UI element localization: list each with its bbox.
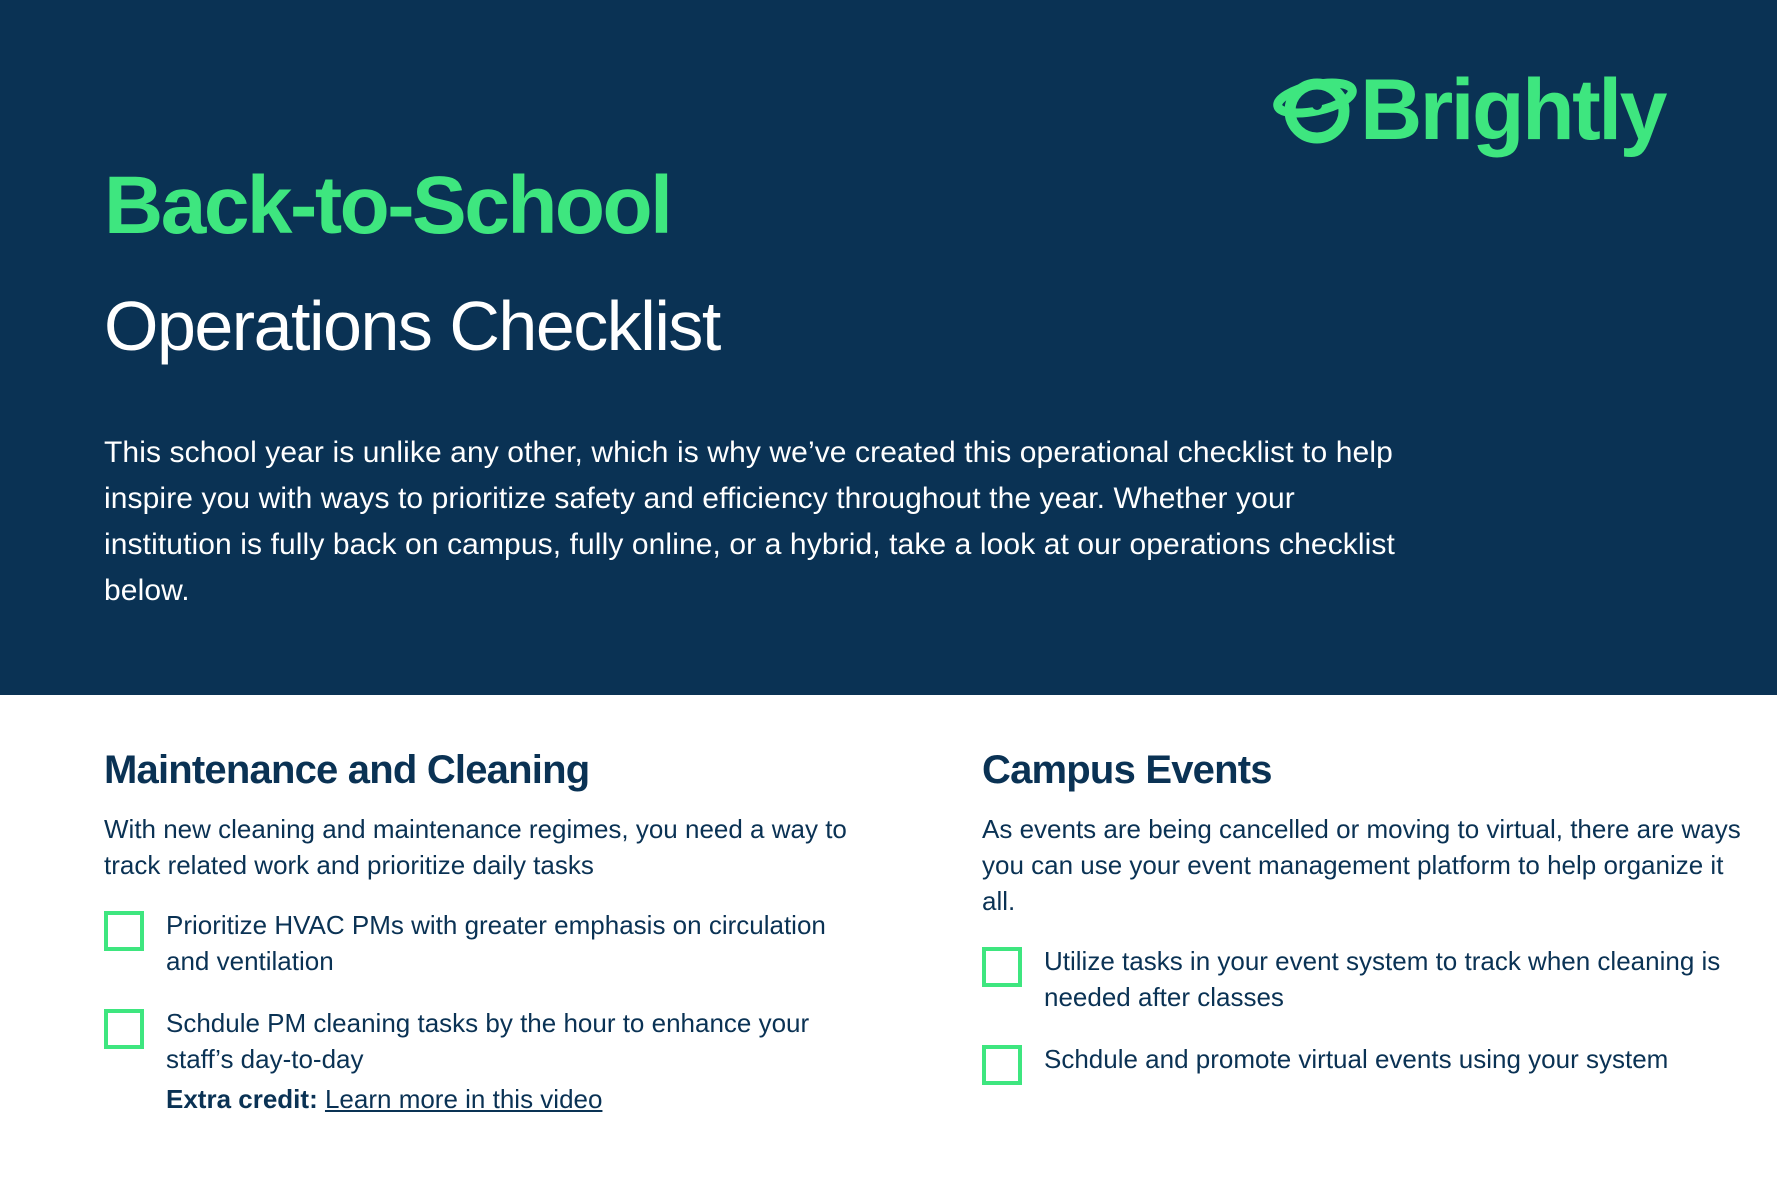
brightly-orbit-icon — [1272, 67, 1358, 153]
checklist-item-label: Schdule and promote virtual events using your system — [1044, 1044, 1669, 1074]
checklist-item-label — [166, 1005, 856, 1117]
section-description: As events are being cancelled or moving to virtual, there are ways you can use your event management platform to help organize it all. — [982, 814, 1741, 916]
section-description: With new cleaning and maintenance regimes, you need a way to track related work and prioritize daily tasks — [104, 814, 847, 880]
checklist-item-text: Schdule PM cleaning tasks by the hour to enhance your staff’s day-to-day — [166, 1008, 810, 1074]
page-title-primary: Back-to-School — [104, 160, 671, 251]
extra-credit-label: Extra credit: — [166, 1084, 318, 1114]
checkbox-icon[interactable] — [982, 947, 1022, 987]
checkbox-icon[interactable] — [104, 1009, 144, 1049]
checkbox-icon[interactable] — [104, 911, 144, 951]
checklist-item-label: Prioritize HVAC PMs with greater emphasis on circulation and ventilation — [166, 910, 826, 976]
extra-credit-link[interactable]: Learn more in this video — [324, 1084, 603, 1114]
page-title-secondary: Operations Checklist — [104, 287, 720, 365]
checklist-item[interactable] — [982, 1041, 1752, 1085]
checkbox-icon[interactable] — [982, 1045, 1022, 1085]
section-maintenance-and-cleaning — [104, 745, 874, 1180]
checklist-item[interactable] — [104, 907, 874, 979]
section-campus-events — [982, 745, 1752, 1180]
checklist-columns — [0, 695, 1777, 1180]
brightly-wordmark: Brightly — [1360, 62, 1665, 158]
checklist-item-label: Utilize tasks in your event system to track when cleaning is needed after classes — [1044, 946, 1721, 1012]
brightly-logo — [1272, 62, 1665, 158]
checklist-item[interactable] — [982, 943, 1752, 1015]
hero-paragraph: This school year is unlike any other, which is why we’ve created this operational checklist to help inspire you with ways to prioritize safety and efficiency throughout the year. Whether your institution is fully back on campus, fully online, or a hybrid, take a look at our operations checklist below. — [104, 436, 1395, 607]
extra-credit-line — [166, 1081, 856, 1117]
section-title: Campus Events — [982, 748, 1272, 792]
checklist-item[interactable] — [104, 1005, 874, 1117]
section-title: Maintenance and Cleaning — [104, 748, 590, 792]
